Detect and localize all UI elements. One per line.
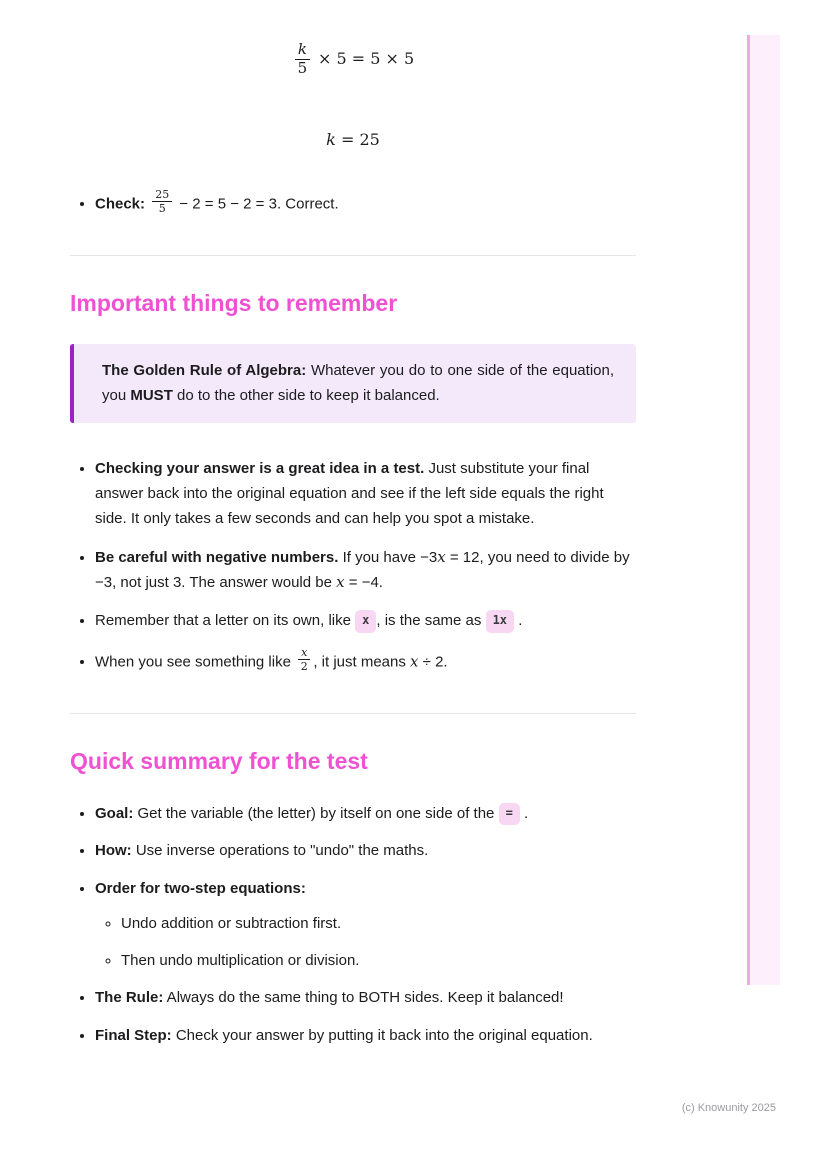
- fraction-numerator: 25: [152, 189, 172, 203]
- item-text-1: When you see something like: [95, 653, 291, 671]
- math-var-x: x: [437, 547, 446, 566]
- equation-k-equals-25: [70, 127, 636, 153]
- item-text-3: ÷ 2.: [418, 653, 448, 671]
- item-text: Use inverse operations to "undo" the maths.: [131, 842, 429, 860]
- item-text-1: If you have −3: [338, 548, 438, 566]
- item-text-2: = 12, you need to divide by −3, not just 3. The answer would be: [95, 548, 630, 592]
- summary-list: [70, 802, 636, 1049]
- fraction-denominator: 2: [300, 660, 308, 674]
- list-item-order: [95, 877, 636, 973]
- golden-rule-callout: [70, 344, 636, 424]
- item-text-2: , it just means: [313, 653, 411, 671]
- list-item-letter-on-own: [95, 609, 636, 634]
- item-text-3: .: [518, 612, 523, 630]
- code-badge-equals: =: [499, 803, 520, 826]
- copyright-footer: (c) Knowunity 2025: [681, 1102, 776, 1114]
- item-lead: Be careful with negative numbers.: [95, 548, 339, 566]
- code-badge-x: x: [355, 610, 376, 633]
- item-text-2: , is the same as: [376, 612, 482, 630]
- list-item-negative-numbers: [95, 545, 636, 597]
- item-lead: Goal:: [95, 804, 134, 822]
- check-label: Check:: [95, 195, 146, 213]
- item-lead: Final Step:: [95, 1027, 172, 1045]
- document-content: [70, 0, 636, 1062]
- fraction-numerator: k: [295, 42, 310, 60]
- equation-value: = 25: [335, 129, 380, 149]
- order-sublist: [95, 912, 636, 974]
- side-accent-strip: [747, 35, 780, 985]
- list-item-rule: [95, 986, 636, 1011]
- list-item-goal: [95, 802, 636, 827]
- item-text-1: Get the variable (the letter) by itself on one side of the: [133, 804, 495, 822]
- check-text: − 2 = 5 − 2 = 3. Correct.: [179, 195, 339, 213]
- callout-text-1: Whatever you do to one side of the equation, you: [102, 361, 615, 404]
- section-title-important: Important things to remember: [70, 290, 398, 317]
- math-var-x: x: [336, 573, 345, 592]
- equation-k-over-5: [70, 42, 636, 77]
- fraction-x-2: [298, 647, 310, 673]
- sublist-item-undo-addition: ◦ Undo addition or subtraction first.: [121, 912, 636, 937]
- fraction-numerator: x: [298, 647, 310, 661]
- equation-rest: × 5 = 5 × 5: [318, 48, 415, 68]
- math-var-x: x: [410, 652, 419, 671]
- check-item: [95, 189, 636, 217]
- callout-lead: The Golden Rule of Algebra:: [102, 361, 307, 379]
- item-text: Check your answer by putting it back into the original equation.: [171, 1027, 593, 1045]
- list-item-final-step: [95, 1024, 636, 1049]
- section-title-summary: Quick summary for the test: [70, 748, 368, 775]
- item-text-3: = −4.: [344, 574, 383, 592]
- item-text-1: Remember that a letter on its own, like: [95, 612, 351, 630]
- list-item-x-over-2: [95, 647, 636, 675]
- list-item-checking-answer: [95, 457, 636, 531]
- check-list: [70, 189, 636, 217]
- fraction-k-5: [295, 42, 310, 77]
- item-text: Always do the same thing to BOTH sides. Keep it balanced!: [163, 989, 564, 1007]
- section-divider: [70, 713, 636, 714]
- item-lead: How:: [95, 842, 132, 860]
- sublist-item-undo-multiplication: ◦ Then undo multiplication or division.: [121, 949, 636, 974]
- code-badge-1x: 1x: [486, 610, 514, 633]
- item-lead: Checking your answer is a great idea in a test.: [95, 460, 425, 478]
- fraction-25-5: [152, 189, 172, 215]
- item-text-2: .: [523, 804, 529, 822]
- fraction-denominator: 5: [158, 202, 166, 216]
- callout-text-2: do to the other side to keep it balanced.: [172, 386, 440, 404]
- fraction-denominator: 5: [297, 58, 308, 77]
- item-lead: The Rule:: [95, 989, 164, 1007]
- item-lead: Order for two-step equations:: [95, 880, 306, 898]
- section-divider: [70, 255, 636, 256]
- remember-list: [70, 457, 636, 675]
- item-text: Just substitute your final answer back into the original equation and see if the left side equals the right side. It only takes a few seconds and can help you spot a mistake.: [95, 460, 604, 527]
- list-item-how: [95, 839, 636, 864]
- equation-variable: k: [326, 129, 336, 149]
- callout-must: MUST: [130, 386, 173, 404]
